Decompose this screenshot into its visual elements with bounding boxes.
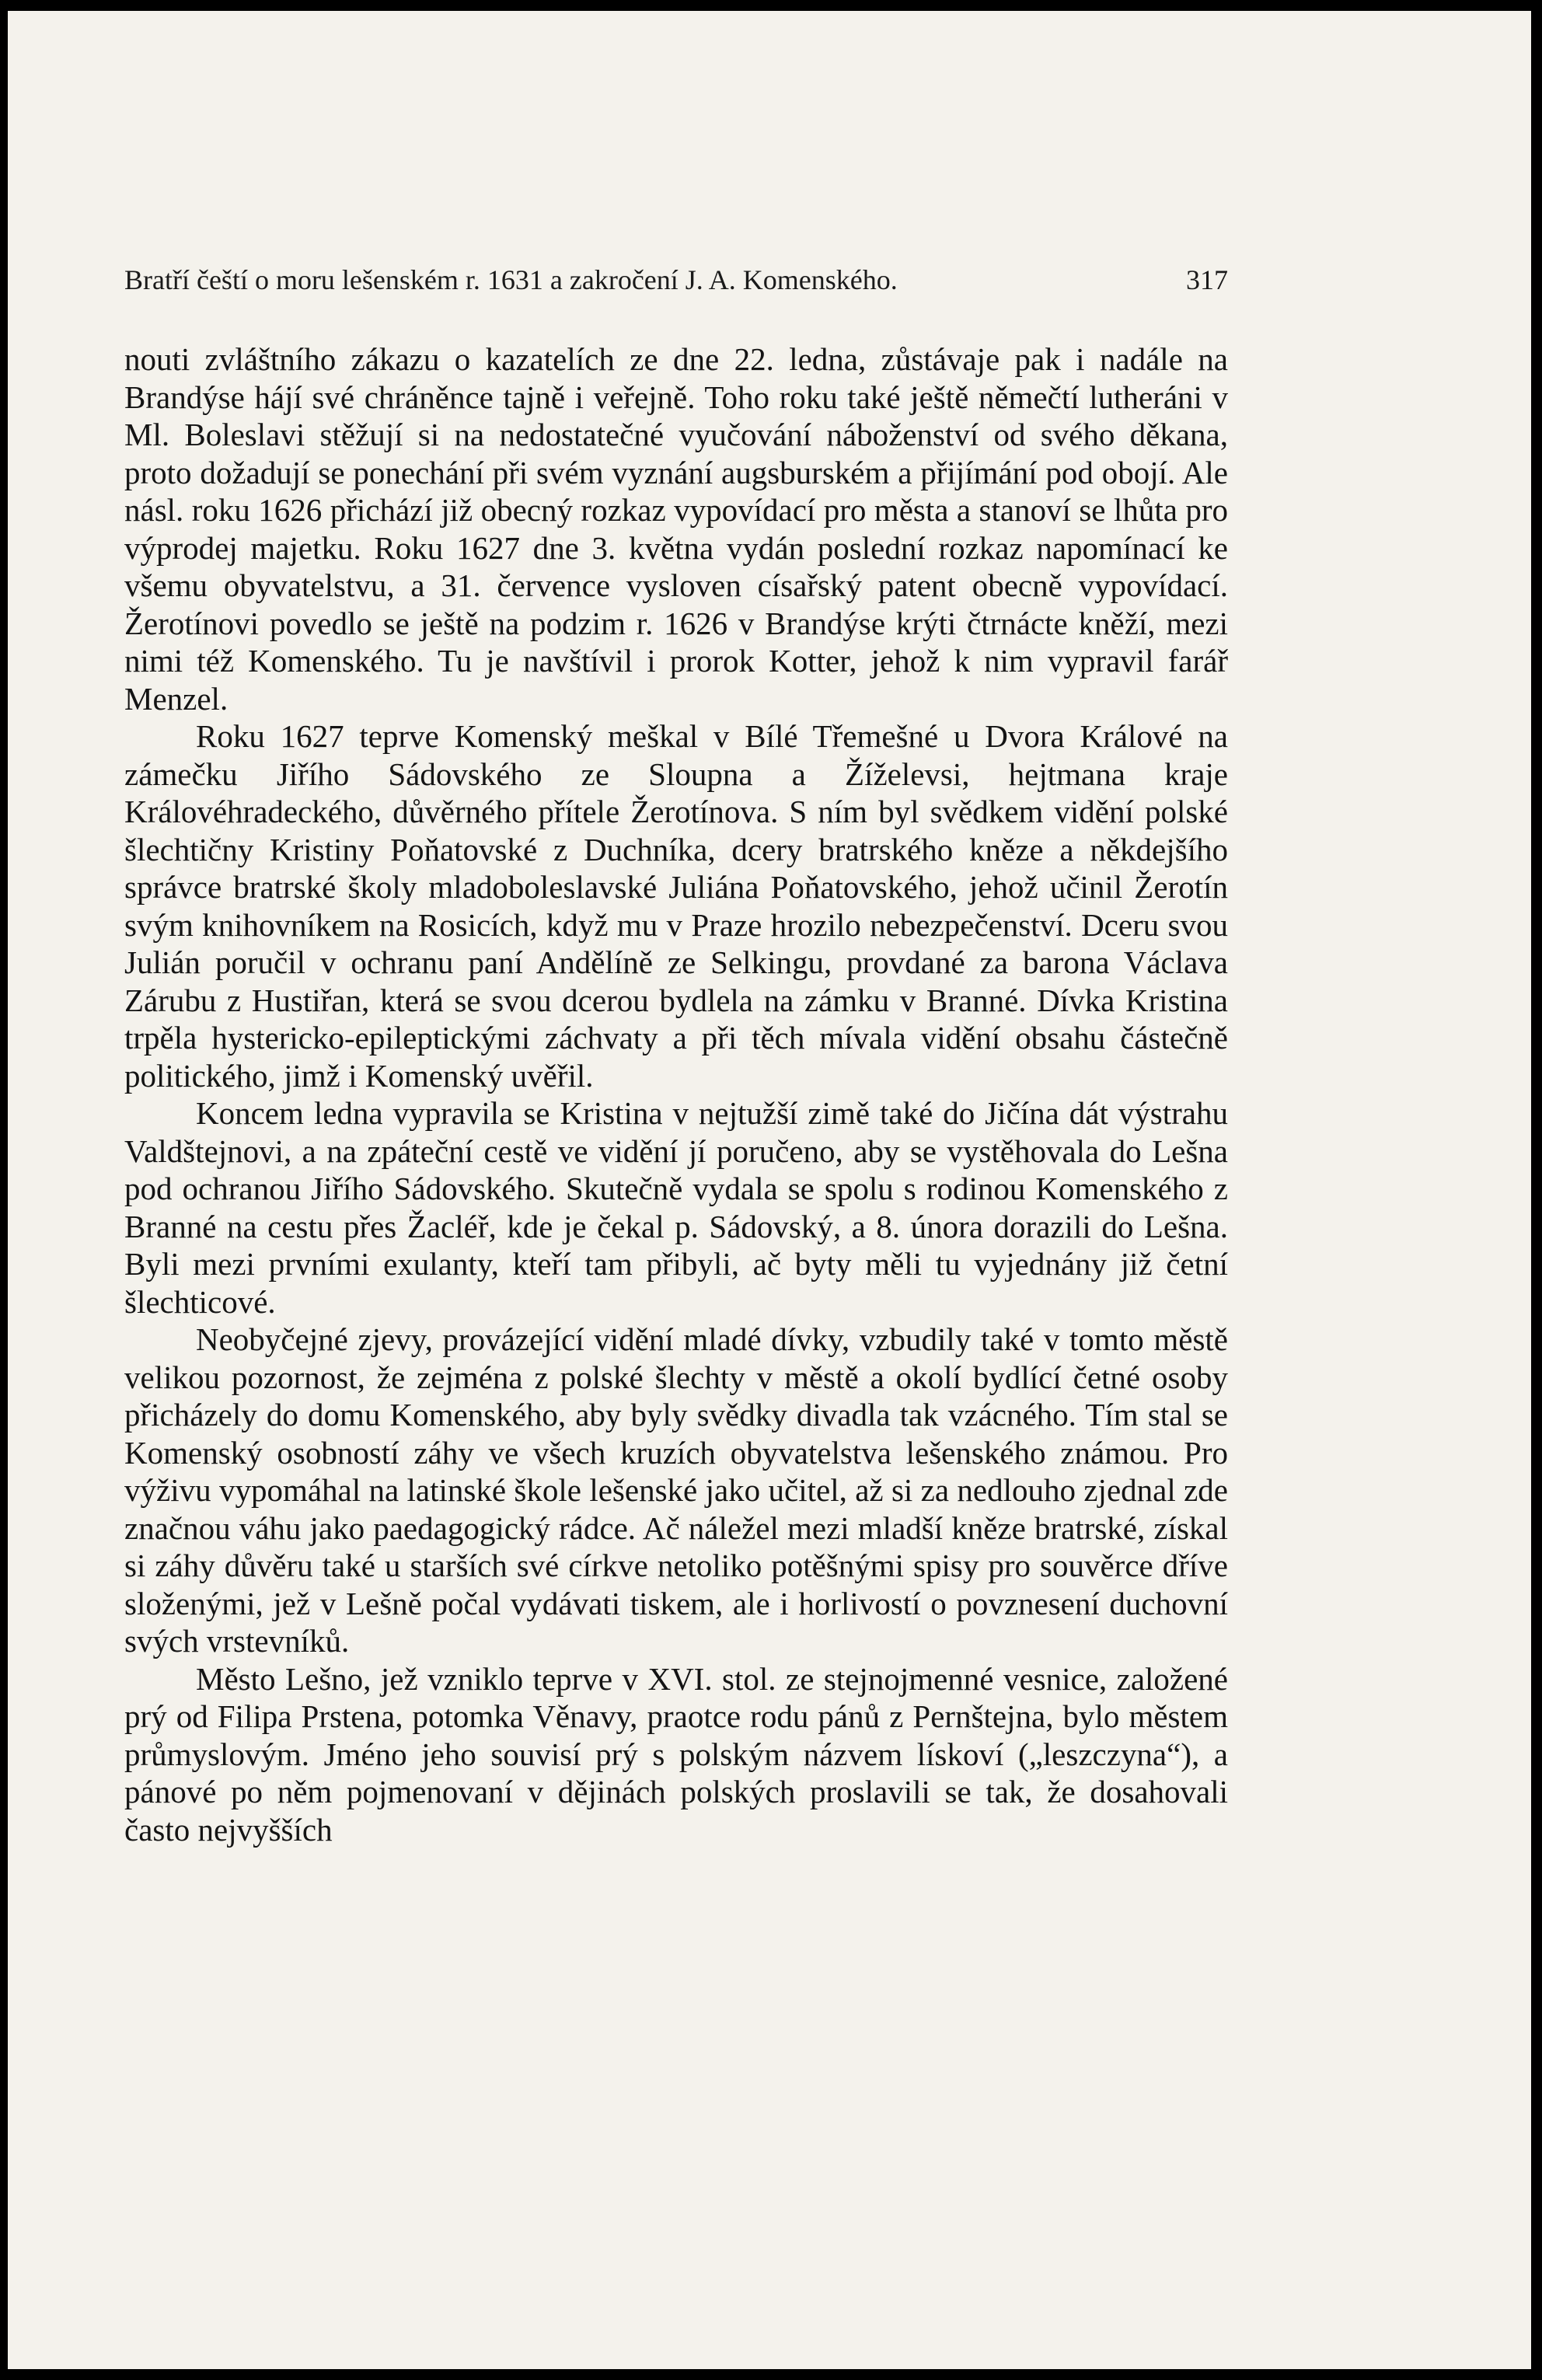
paragraph: Koncem ledna vypravila se Kristina v nejtužší zimě také do Jičína dát výstrahu Valdštejnovi, a na zpáteční cestě ve vidění jí poručeno, aby se vystěhovala do Lešna pod ochranou Jiřího Sádovského. Skutečně vydala se spolu s rodinou Komenského z Branné na cestu přes Žacléř, kde je čekal p. Sádovský, a 8. února dorazili do Lešna. Byli mezi prvními exulanty, kteří tam přibyli, ač byty měli tu vyjednány již četní šlechticové. <box>124 1095 1228 1320</box>
book-page <box>8 11 1531 2369</box>
paragraph-continuation: nouti zvláštního zákazu o kazatelích ze dne 22. ledna, zůstávaje pak i nadále na Brandýse hájí své chráněnce tajně i veřejně. Toho roku také ještě němečtí lutheráni v Ml. Boleslavi stěžují si na nedostatečné vyučování náboženství od svého děkana, proto dožadují se ponechání při svém vyznání augsburském a přijímání pod obojí. Ale násl. roku 1626 přichází již obecný rozkaz vypovídací pro města a stanoví se lhůta pro výprodej majetku. Roku 1627 dne 3. května vydán poslední rozkaz napomínací ke všemu obyvatelstvu, a 31. července vysloven císařský patent obecně vypovídací. Žerotínovi povedlo se ještě na podzim r. 1626 v Brandýse krýti čtrnácte kněží, mezi nimi též Komenského. Tu je navštívil i prorok Kotter, jehož k nim vypravil farář Menzel. <box>124 341 1228 717</box>
running-header <box>124 263 1228 296</box>
paragraph: Město Lešno, jež vzniklo teprve v XVI. stol. ze stejnojmenné vesnice, založené prý od Filipa Prstena, potomka Věnavy, praotce rodu pánů z Pernštejna, bylo městem průmyslovým. Jméno jeho souvisí prý s polským názvem lískoví („leszczyna“), a pánové po něm pojmenovaní v dějinách polských proslavili se tak, že dosahovali často nejvyšších <box>124 1660 1228 1848</box>
page-number: 317 <box>1186 264 1228 295</box>
paragraph: Neobyčejné zjevy, provázející vidění mladé dívky, vzbudily také v tomto městě velikou pozornost, že zejména z polské šlechty v městě a okolí bydlící četné osoby přicházely do domu Komenského, aby byly svědky divadla tak vzácného. Tím stal se Komenský osobností záhy ve všech kruzích obyvatelstva lešenského známou. Pro výživu vypomáhal na latinské škole lešenské jako učitel, až si za nedlouho zjednal zde značnou váhu jako paedagogický rádce. Ač náležel mezi mladší kněze bratrské, získal si záhy důvěru také u starších své církve netoliko potěšnými spisy pro souvěrce dříve složenými, jež v Lešně počal vydávati tiskem, ale i horlivostí o povznesení duchovní svých vrstevníků. <box>124 1321 1228 1659</box>
body-text <box>124 340 1228 1848</box>
running-title: Bratří čeští o moru lešenském r. 1631 a zakročení J. A. Komenského. <box>124 264 898 295</box>
paragraph: Roku 1627 teprve Komenský meškal v Bílé Třemešné u Dvora Králové na zámečku Jiřího Sádovského ze Sloupna a Žíželevsi, hejtmana kraje Královéhradeckého, důvěrného přítele Žerotínova. S ním byl svědkem vidění polské šlechtičny Kristiny Poňatovské z Duchníka, dcery bratrského kněze a někdejšího správce bratrské školy mladoboleslavské Juliána Poňatovského, jehož učinil Žerotín svým knihovníkem na Rosicích, když mu v Praze hrozilo nebezpečenství. Dceru svou Julián poručil v ochranu paní Andělíně ze Selkingu, provdané za barona Václava Zárubu z Hustiřan, která se svou dcerou bydlela na zámku v Branné. Dívka Kristina trpěla hystericko-epileptickými záchvaty a při těch mívala vidění obsahu částečně politického, jimž i Komenský uvěřil. <box>124 718 1228 1094</box>
